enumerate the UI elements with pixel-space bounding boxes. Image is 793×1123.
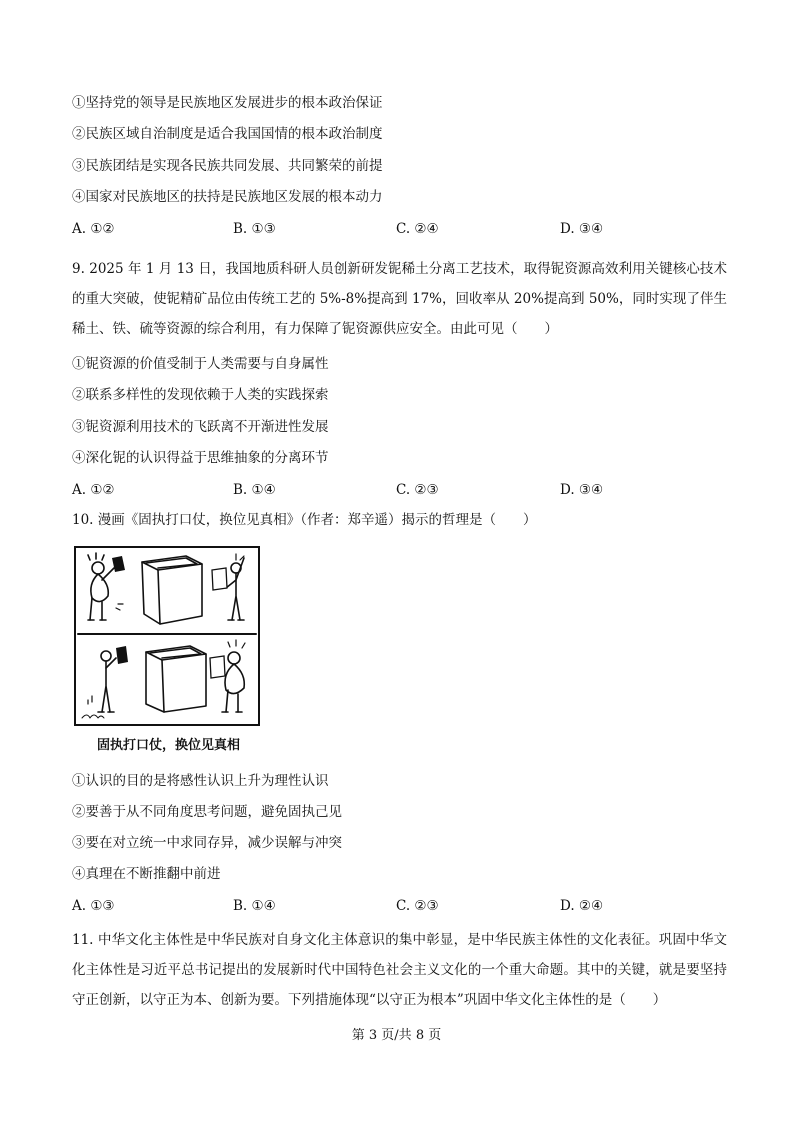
q8-option-a: A. ①② xyxy=(72,221,115,237)
q8-option-b: B. ①③ xyxy=(233,221,276,237)
q8-item-3: ③民族团结是实现各民族共同发展、共同繁荣的前提 xyxy=(72,158,383,174)
q9-option-d: D. ③④ xyxy=(560,482,604,498)
q10-item-4: ④真理在不断推翻中前进 xyxy=(72,866,221,882)
cartoon-caption: 固执打口仗，换位见真相 xyxy=(97,738,241,753)
cartoon-drawing xyxy=(76,548,258,724)
q10-item-1: ①认识的目的是将感性认识上升为理性认识 xyxy=(72,773,329,789)
q10-item-2: ②要善于从不同角度思考问题，避免固执己见 xyxy=(72,804,342,820)
q9-item-1: ①铌资源的价值受制于人类需要与自身属性 xyxy=(72,356,329,372)
q8-item-1: ①坚持党的领导是民族地区发展进步的根本政治保证 xyxy=(72,95,383,111)
q8-item-2: ②民族区域自治制度是适合我国国情的根本政治制度 xyxy=(72,126,383,142)
q9-item-2: ②联系多样性的发现依赖于人类的实践探索 xyxy=(72,387,329,403)
q10-option-a: A. ①③ xyxy=(72,898,115,914)
q8-option-d: D. ③④ xyxy=(560,221,604,237)
q10-item-3: ③要在对立统一中求同存异，减少误解与冲突 xyxy=(72,835,342,851)
q8-option-c: C. ②④ xyxy=(396,221,439,237)
q9-option-c: C. ②③ xyxy=(396,482,439,498)
cartoon-image xyxy=(74,546,260,726)
q9-option-a: A. ①② xyxy=(72,482,115,498)
page-footer: 第 3 页/共 8 页 xyxy=(351,1028,442,1043)
q11-stem: 11. 中华文化主体性是中华民族对自身文化主体意识的集中彰显，是中华民族主体性的文化表征。巩固中华文化主体性是习近平总书记提出的发展新时代中国特色社会主义文化的一个重大命题。其中的关键，就是要坚持守正创新，以守正为本、创新为要。下列措施体现“以守正为根本”巩固中华文化主体性的是（ ） xyxy=(72,932,727,1008)
q9-item-3: ③铌资源利用技术的飞跃离不开渐进性发展 xyxy=(72,419,329,435)
q9-option-b: B. ①④ xyxy=(233,482,276,498)
q10-option-c: C. ②③ xyxy=(396,898,439,914)
q10-option-d: D. ②④ xyxy=(560,898,604,914)
q10-option-b: B. ①④ xyxy=(233,898,276,914)
q9-item-4: ④深化铌的认识得益于思维抽象的分离环节 xyxy=(72,450,329,466)
q9-stem: 9. 2025 年 1 月 13 日，我国地质科研人员创新研发铌稀土分离工艺技术，取得铌资源高效利用关键核心技术的重大突破，使铌精矿品位由传统工艺的 5%-8%提高到 17%，回收率从 20%提高到 50%，同时实现了伴生稀土、铁、硫等资源的综合利用，有力保障了铌资源供应安全。由此可见（ ） xyxy=(72,261,727,337)
q10-stem: 10. 漫画《固执打口仗，换位见真相》（作者：郑辛遥）揭示的哲理是（ ） xyxy=(72,512,537,528)
q8-item-4: ④国家对民族地区的扶持是民族地区发展的根本动力 xyxy=(72,189,383,205)
